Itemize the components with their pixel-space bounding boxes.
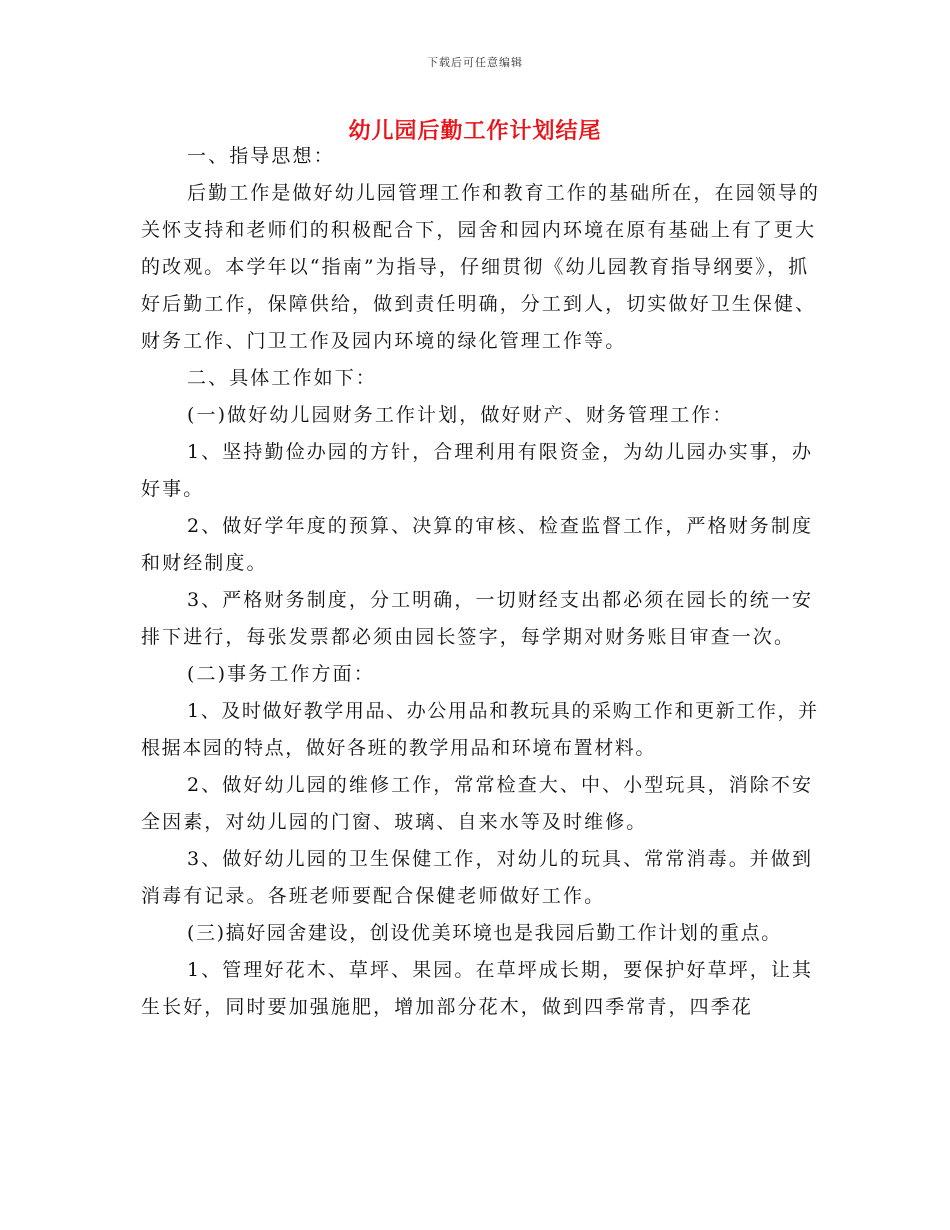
list-item-finance-1: 1、坚持勤俭办园的方针，合理利用有限资金，为幼儿园办实事，办好事。	[141, 441, 814, 500]
subsection-heading-environment: (三)搞好园舍建设，创设优美环境也是我园后勤工作计划的重点。	[187, 922, 782, 944]
section-heading-specific-work: 二、具体工作如下：	[187, 367, 377, 389]
list-item-finance-2: 2、做好学年度的预算、决算的审核、检查监督工作，严格财务制度和财经制度。	[141, 515, 814, 574]
page-header: 下载后可任意编辑	[427, 56, 523, 69]
list-item-affairs-2: 2、做好幼儿园的维修工作，常常检查大、中、小型玩具，消除不安全因素，对幼儿园的门窗、玻璃、自来水等及时维修。	[141, 774, 814, 833]
subsection-heading-finance: (一)做好幼儿园财务工作计划，做好财产、财务管理工作：	[187, 404, 734, 426]
list-item-affairs-1: 1、及时做好教学用品、办公用品和教玩具的采购工作和更新工作，并根据本园的特点，做好各班的教学用品和环境布置材料。	[141, 700, 819, 759]
document-title: 幼儿园后勤工作计划结尾	[348, 118, 602, 144]
list-item-finance-3: 3、严格财务制度，分工明确，一切财经支出都必须在园长的统一安排下进行，每张发票都必须由园长签字，每学期对财务账目审查一次。	[141, 589, 814, 648]
document-body	[141, 138, 821, 1026]
subsection-heading-affairs: (二)事务工作方面：	[187, 663, 375, 685]
list-item-affairs-3: 3、做好幼儿园的卫生保健工作，对幼儿的玩具、常常消毒。并做到消毒有记录。各班老师要配合保健老师做好工作。	[141, 848, 814, 907]
section-heading-guiding-thought: 一、指导思想：	[187, 145, 335, 167]
list-item-environment-1: 1、管理好花木、草坪、果园。在草坪成长期，要保护好草坪，让其生长好，同时要加强施肥，增加部分花木，做到四季常青，四季花	[141, 959, 814, 1018]
paragraph-intro: 后勤工作是做好幼儿园管理工作和教育工作的基础所在，在园领导的关怀支持和老师们的积极配合下，园舍和园内环境在原有基础上有了更大的改观。本学年以“指南”为指导，仔细贯彻《幼儿园教育指导纲要》，抓好后勤工作，保障供给，做到责任明确，分工到人，切实做好卫生保健、财务工作、门卫工作及园内环境的绿化管理工作等。	[141, 182, 821, 352]
